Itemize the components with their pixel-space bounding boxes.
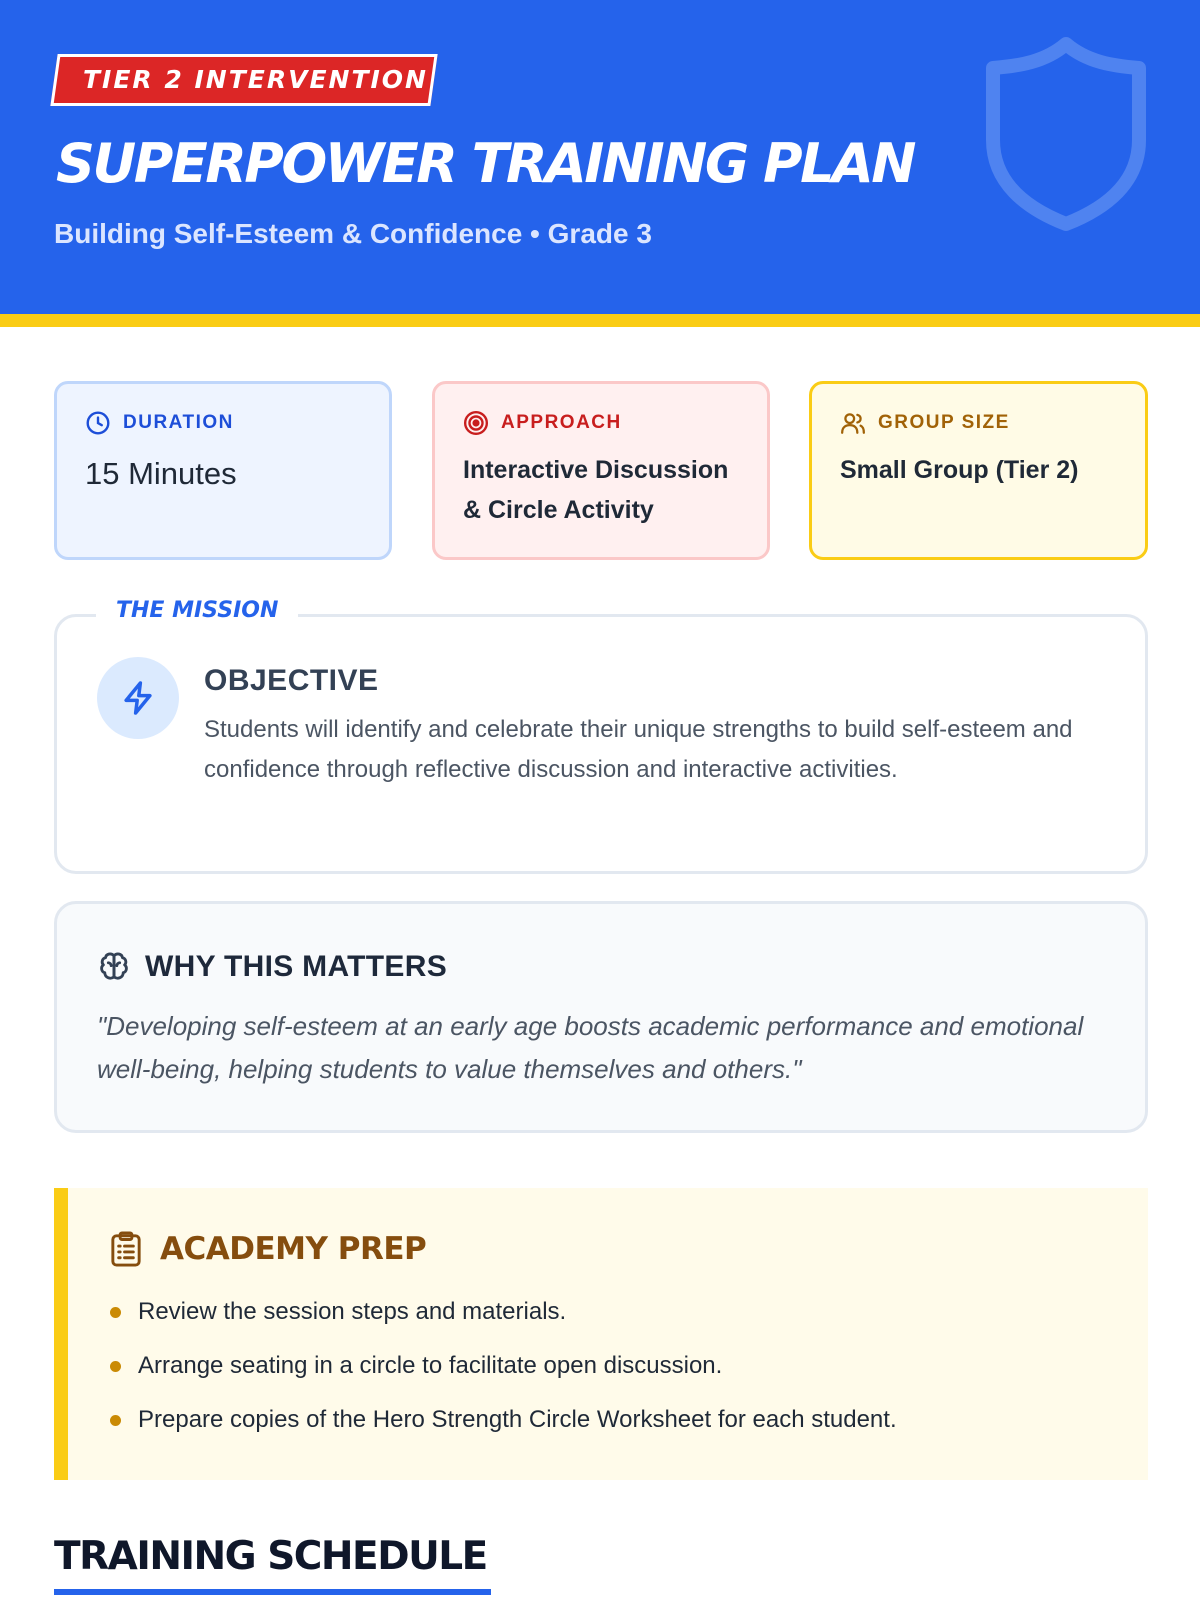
duration-value: 15 Minutes <box>85 456 237 491</box>
list-item: Review the session steps and materials. <box>108 1294 897 1348</box>
group-size-value: Small Group (Tier 2) <box>840 456 1079 484</box>
duration-label-text: DURATION <box>123 412 234 433</box>
clock-icon <box>85 410 111 436</box>
objective-icon-badge <box>97 657 179 739</box>
group-size-label-text: GROUP SIZE <box>878 412 1010 433</box>
users-icon <box>840 410 866 436</box>
prep-header <box>108 1230 426 1268</box>
clipboard-icon <box>108 1230 144 1268</box>
approach-label-text: APPROACH <box>501 412 622 433</box>
mission-legend: THE MISSION <box>96 598 298 623</box>
why-header <box>97 950 447 984</box>
approach-value: Interactive Discussion & Circle Activity <box>463 456 729 524</box>
prep-list <box>108 1294 897 1456</box>
target-icon <box>463 410 489 436</box>
objective-title: OBJECTIVE <box>204 664 379 697</box>
brain-icon <box>97 950 131 984</box>
group-size-card <box>809 381 1148 560</box>
page-subtitle: Building Self-Esteem & Confidence • Grade 3 <box>54 218 652 249</box>
approach-card <box>432 381 770 560</box>
why-title: WHY THIS MATTERS <box>145 950 448 983</box>
list-item: Arrange seating in a circle to facilitate open discussion. <box>108 1348 897 1402</box>
duration-card <box>54 381 392 560</box>
tier-badge <box>50 54 437 106</box>
page-header <box>0 0 1200 314</box>
approach-card-label <box>463 410 739 436</box>
why-quote: "Developing self-esteem at an early age boosts academic performance and emotional well-being, helping students to value themselves and others." <box>97 1011 1084 1084</box>
tier-badge-label: TIER 2 INTERVENTION <box>83 65 428 94</box>
page-title: SUPERPOWER TRAINING PLAN <box>56 132 914 195</box>
lightning-icon <box>119 679 157 717</box>
shield-icon <box>985 36 1147 232</box>
list-item: Prepare copies of the Hero Strength Circle Worksheet for each student. <box>108 1402 897 1456</box>
schedule-title: TRAINING SCHEDULE <box>54 1534 487 1579</box>
prep-title: ACADEMY PREP <box>160 1231 427 1267</box>
objective-text: Students will identify and celebrate their unique strengths to build self-esteem and confidence through reflective discussion and interactive activities. <box>204 716 1073 783</box>
header-divider <box>0 314 1200 327</box>
group-size-card-label <box>840 410 1117 436</box>
duration-card-label <box>85 410 361 436</box>
schedule-underline <box>54 1589 491 1595</box>
